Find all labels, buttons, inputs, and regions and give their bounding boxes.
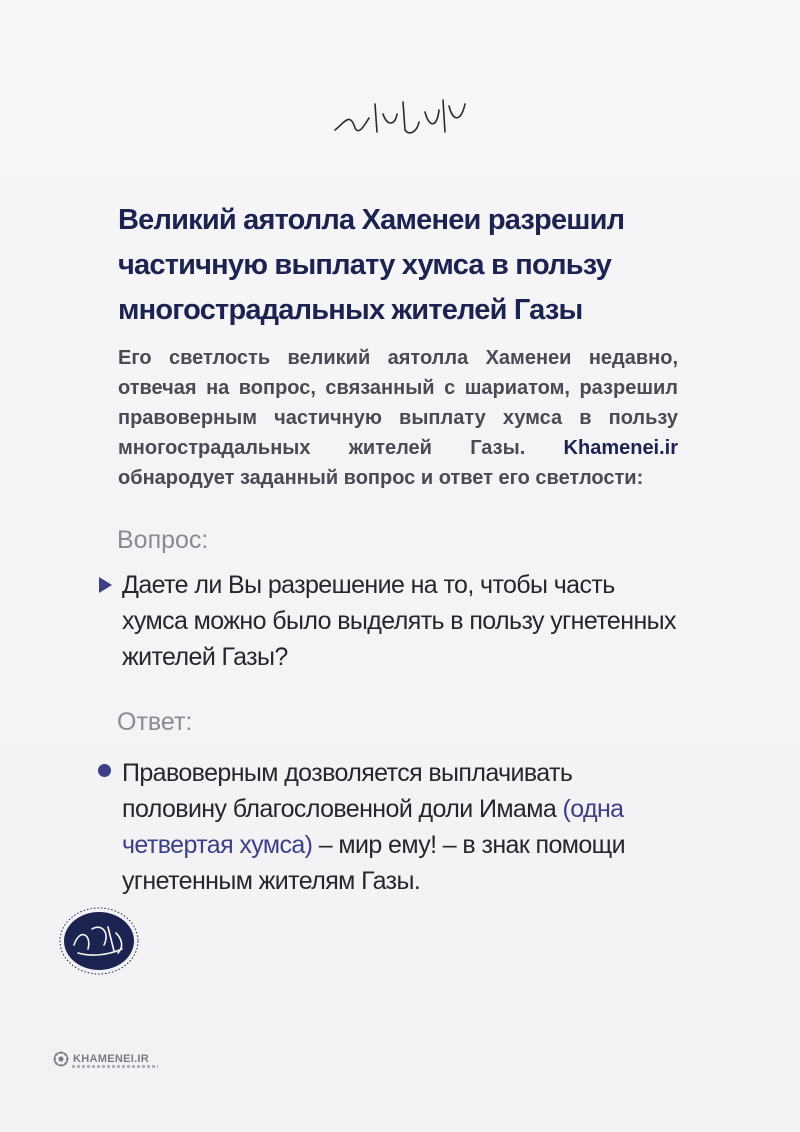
answer-text xyxy=(122,755,682,899)
title-line: частичную выплату хумса в пользу xyxy=(118,249,612,281)
question-label: Вопрос: xyxy=(117,526,209,554)
intro-text: Его светлость великий аятолла Хаменеи недавно, отвечая на вопрос, связанный с шариатом, разрешил правоверным частичную выплату хумса в пользу многострадальных жителей Газы. xyxy=(118,347,678,459)
title-line: многострадальных жителей Газы xyxy=(118,294,583,326)
title-line: Великий аятолла Хаменеи разрешил xyxy=(118,204,625,236)
answer-label: Ответ: xyxy=(117,708,193,736)
question-text: Даете ли Вы разрешение на то, чтобы часть хумса можно было выделять в пользу угнетенных жителей Газы? xyxy=(122,571,676,671)
answer-highlight: (одна четвертая хумса) xyxy=(122,795,624,859)
page-title xyxy=(118,198,688,333)
footer-logo-text: KHAMENEI.IR xyxy=(73,1053,150,1065)
seal-emblem xyxy=(58,905,140,977)
footer-divider xyxy=(72,1065,158,1068)
bullet-dot-icon xyxy=(98,764,111,777)
answer-text-after: – мир ему! – в знак помощи угнетенным жителям Газы. xyxy=(122,831,625,895)
khamenei-logo-icon xyxy=(53,1051,69,1067)
intro-text-after: обнародует заданный вопрос и ответ его светлости: xyxy=(118,467,644,489)
answer-text-before: Правоверным дозволяется выплачивать половину благословенной доли Имама xyxy=(122,759,573,823)
basmala-calligraphy xyxy=(325,92,475,142)
intro-paragraph xyxy=(118,343,678,493)
bullet-triangle-icon xyxy=(99,577,112,593)
site-link[interactable]: Khamenei.ir xyxy=(563,437,679,459)
